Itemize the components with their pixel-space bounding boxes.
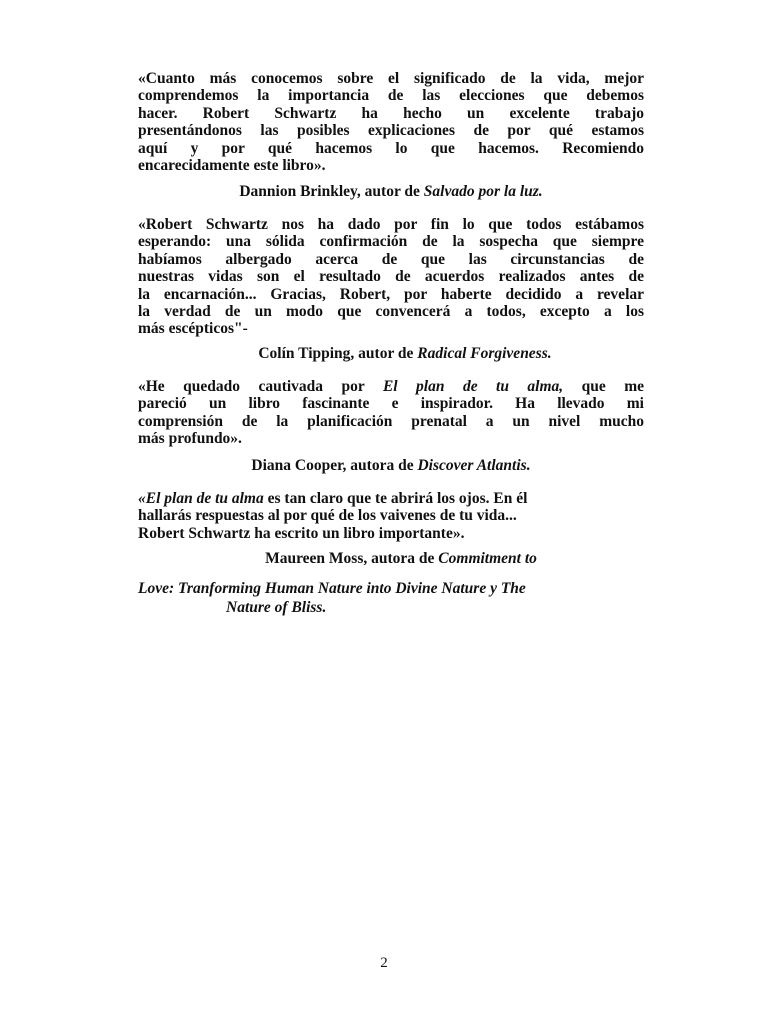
attribution-book: Discover Atlantis. xyxy=(417,457,531,474)
text-line: la encarnación... Gracias, Robert, por haberte decidido a revelar xyxy=(138,285,644,303)
text-line: hallarás respuestas al por qué de los vaivenes de tu vida... xyxy=(138,507,517,525)
text-line xyxy=(138,378,644,395)
text-line xyxy=(138,490,608,507)
attribution-book: Radical Forgiveness. xyxy=(417,345,552,362)
text-line: comprendemos la importancia de las elecciones que debemos xyxy=(138,87,644,105)
text-line: habíamos albergado acerca de que las circunstancias de xyxy=(138,250,644,268)
attribution-author: Dannion Brinkley, autor de xyxy=(239,183,424,200)
text-line: Robert Schwartz ha escrito un libro importante». xyxy=(138,524,465,542)
text-line: la verdad de un modo que convencerá a todos, excepto a los xyxy=(138,303,644,321)
text-line: nuestras vidas son el resultado de acuerdos realizados antes de xyxy=(138,268,644,286)
text-line: «Robert Schwartz nos ha dado por fin lo que todos estábamos xyxy=(138,216,644,233)
attribution-moss xyxy=(148,550,654,568)
text-line: esperando: una sólida confirmación de la sospecha que siempre xyxy=(138,233,644,251)
attribution-book: Commitment to xyxy=(438,550,537,567)
quote-cooper xyxy=(138,378,644,448)
quote-tipping xyxy=(138,216,644,338)
text-line: más profundo». xyxy=(138,430,242,448)
text-line: presentándonos las posibles explicaciones de por qué estamos xyxy=(138,122,644,140)
text-line: hacer. Robert Schwartz ha hecho un excelente trabajo xyxy=(138,104,644,122)
attribution-author: Diana Cooper, autora de xyxy=(251,457,418,474)
text-line: comprensión de la planificación prenatal a un nivel mucho xyxy=(138,412,644,430)
attribution-brinkley xyxy=(138,183,644,201)
attribution-author: Maureen Moss, autora de xyxy=(265,550,439,567)
text-line: «Cuanto más conocemos sobre el significado de la vida, mejor xyxy=(138,70,644,87)
attribution-tipping xyxy=(152,345,658,363)
attribution-author: Colín Tipping, autor de xyxy=(258,345,418,362)
text-fragment: «He quedado cautivada por xyxy=(138,378,383,395)
text-line: aquí y por qué hacemos lo que hacemos. Recomiendo xyxy=(138,139,644,157)
page-number: 2 xyxy=(380,955,388,971)
text-line: pareció un libro fascinante e inspirador. Ha llevado mi xyxy=(138,395,644,413)
text-line: más escépticos"- xyxy=(138,320,248,338)
text-line: Nature of Bliss. xyxy=(226,599,327,616)
attribution-book: Salvado por la luz. xyxy=(423,183,543,200)
book-title-continuation xyxy=(138,579,638,617)
attribution-cooper xyxy=(138,457,644,475)
text-fragment: es tan claro que te abrirá los ojos. En él xyxy=(263,490,528,507)
quote-moss xyxy=(138,490,608,542)
quote-brinkley xyxy=(138,70,644,174)
book-title: El plan de tu alma, xyxy=(382,378,564,395)
text-line: Love: Tranforming Human Nature into Divine Nature y The xyxy=(138,580,526,597)
book-title: «El plan de tu alma xyxy=(138,490,264,507)
text-line: encarecidamente este libro». xyxy=(138,157,326,175)
text-fragment: que me xyxy=(563,378,645,395)
